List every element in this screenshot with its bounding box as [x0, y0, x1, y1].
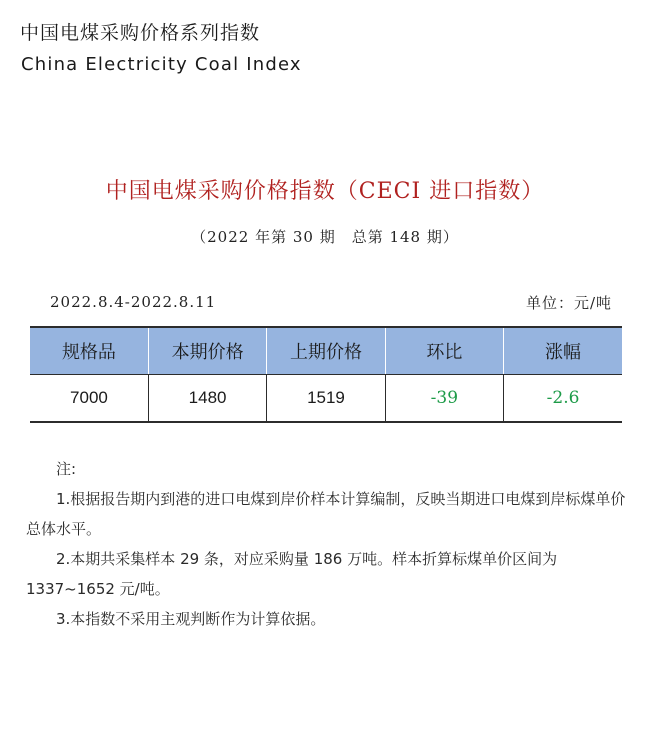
cell-change-pct: -2.6	[504, 375, 622, 423]
notes-label: 注:	[56, 460, 77, 478]
report-issue: （2022 年第 30 期 总第 148 期）	[191, 228, 459, 246]
report-title: 中国电煤采购价格指数（CECI 进口指数）	[105, 179, 545, 204]
header-change: 环比	[385, 327, 503, 375]
note-item: 2.本期共采集样本 29 条，对应采购量 186 万吨。样本折算标煤单价区间为 1337~1652 元/吨。	[26, 550, 558, 598]
header-spec: 规格品	[30, 327, 148, 375]
cell-change: -39	[385, 375, 503, 423]
header-previous-price: 上期价格	[267, 327, 385, 375]
header-current-price: 本期价格	[148, 327, 266, 375]
table-row	[30, 375, 622, 423]
notes-section	[26, 454, 626, 634]
series-title-en: China Electricity Coal Index	[21, 54, 302, 75]
price-index-table	[30, 326, 622, 423]
unit-label: 单位：元/吨	[525, 294, 612, 312]
date-range: 2022.8.4-2022.8.11	[50, 293, 217, 311]
note-item: 3.本指数不采用主观判断作为计算依据。	[56, 610, 326, 628]
cell-current-price: 1480	[148, 375, 266, 423]
note-item: 1.根据报告期内到港的进口电煤到岸价样本计算编制，反映当期进口电煤到岸标煤单价总体水平。	[26, 490, 626, 538]
cell-spec: 7000	[30, 375, 148, 423]
table-header-row	[30, 327, 622, 375]
series-title-cn: 中国电煤采购价格系列指数	[20, 22, 261, 44]
header-change-pct: 涨幅	[504, 327, 622, 375]
cell-previous-price: 1519	[267, 375, 385, 423]
